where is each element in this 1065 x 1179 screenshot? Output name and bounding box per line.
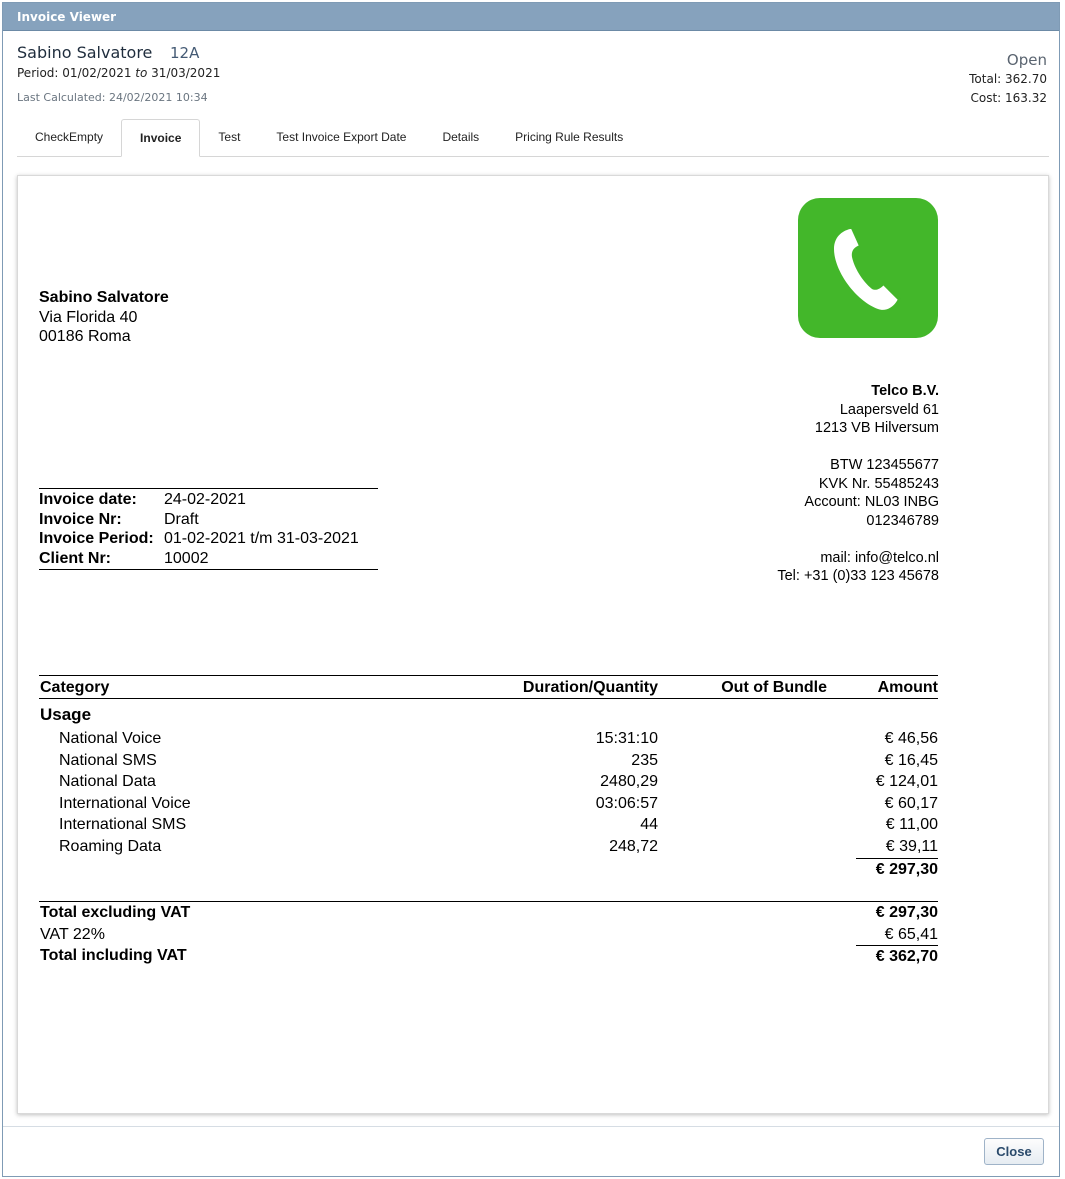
row-duration: 03:06:57 <box>595 794 658 812</box>
tab-invoice[interactable]: Invoice <box>121 119 200 157</box>
row-amount: € 46,56 <box>884 730 938 747</box>
period-from: 01/02/2021 <box>62 66 132 80</box>
window-title: Invoice Viewer <box>3 3 1059 31</box>
company-logo <box>798 198 938 338</box>
company-address <box>777 382 939 586</box>
company-tel: Tel: +31 (0)33 123 45678 <box>777 568 939 584</box>
dialog-footer <box>3 1126 1059 1178</box>
header-total: Total: 362.70 <box>969 72 1047 86</box>
billing-period <box>17 66 220 80</box>
tab-details[interactable]: Details <box>442 130 480 144</box>
customer-code: 12A <box>170 44 200 62</box>
status-badge: Open <box>1006 51 1047 69</box>
group-heading: Usage <box>40 705 92 724</box>
client-name: Sabino Salvatore <box>39 289 169 306</box>
row-out-of-bundle <box>658 750 827 772</box>
total-excl-vat-value: € 297,30 <box>875 904 938 921</box>
meta-value: 10002 <box>164 549 209 567</box>
client-city: 00186 Roma <box>39 328 131 345</box>
meta-value: 01-02-2021 t/m 31-03-2021 <box>164 530 359 547</box>
row-category: National Voice <box>59 730 162 747</box>
row-category: Roaming Data <box>59 837 162 855</box>
row-out-of-bundle <box>658 793 827 815</box>
column-header-amount: Amount <box>877 679 938 696</box>
customer-name: Sabino Salvatore <box>17 43 153 62</box>
row-amount: € 124,01 <box>875 773 938 791</box>
period-to-word: to <box>135 66 148 80</box>
row-duration: 44 <box>640 816 658 834</box>
row-category: National Data <box>59 773 156 791</box>
usage-table <box>39 675 938 880</box>
tab-checkempty[interactable]: CheckEmpty <box>35 130 104 144</box>
company-kvk: KVK Nr. 55485243 <box>818 475 939 492</box>
total-incl-vat-label: Total including VAT <box>40 947 187 964</box>
company-street: Laapersveld 61 <box>839 401 939 418</box>
table-header <box>39 675 938 699</box>
phone-icon <box>828 223 908 313</box>
table-row <box>39 836 938 858</box>
company-mail: mail: info@telco.nl <box>820 549 939 566</box>
close-button[interactable]: Close <box>984 1138 1044 1165</box>
header-cost: Cost: 163.32 <box>970 91 1047 105</box>
table-row <box>39 771 938 793</box>
row-category: International SMS <box>59 816 187 834</box>
total-incl-vat-value: € 362,70 <box>856 945 938 967</box>
tab-test[interactable]: Test <box>218 130 241 144</box>
column-header-duration: Duration/Quantity <box>522 679 658 696</box>
row-duration: 235 <box>631 751 658 769</box>
meta-key: Invoice Nr: <box>39 510 122 528</box>
meta-key: Client Nr: <box>39 549 111 567</box>
last-calculated: Last Calculated: 24/02/2021 10:34 <box>17 91 208 104</box>
row-out-of-bundle <box>658 814 827 836</box>
meta-key: Invoice Period: <box>39 530 154 547</box>
row-duration: 2480,29 <box>600 773 658 791</box>
company-city: 1213 VB Hilversum <box>814 420 939 436</box>
table-row <box>39 814 938 836</box>
tab-bar <box>17 120 1049 157</box>
row-out-of-bundle <box>658 771 827 793</box>
total-excl-vat-label: Total excluding VAT <box>40 904 191 921</box>
row-duration: 15:31:10 <box>595 730 658 747</box>
table-row <box>39 793 938 815</box>
company-btw: BTW 123455677 <box>830 457 939 473</box>
client-street: Via Florida 40 <box>39 308 138 326</box>
table-row <box>39 728 938 750</box>
tab-pricing-rule-results[interactable]: Pricing Rule Results <box>515 130 624 144</box>
row-out-of-bundle <box>658 836 827 858</box>
company-account: Account: NL03 INBG <box>804 494 939 510</box>
meta-key: Invoice date: <box>39 491 137 508</box>
company-name: Telco B.V. <box>871 383 939 399</box>
tab-test-invoice-export-date[interactable]: Test Invoice Export Date <box>276 130 407 144</box>
total-incl-vat-row <box>39 945 938 967</box>
column-header-out-of-bundle: Out of Bundle <box>721 679 827 696</box>
client-address <box>39 288 169 347</box>
meta-row <box>39 529 378 549</box>
subtotal-value: € 297,30 <box>856 858 938 880</box>
table-row <box>39 750 938 772</box>
row-duration: 248,72 <box>609 837 658 855</box>
meta-row <box>39 490 378 510</box>
invoice-document <box>17 175 1049 1114</box>
vat-label: VAT 22% <box>40 925 105 943</box>
row-category: International Voice <box>59 794 191 812</box>
invoice-meta <box>39 488 378 570</box>
column-header-category: Category <box>40 679 110 696</box>
invoice-viewer-window <box>2 2 1060 1177</box>
total-excl-vat-row <box>39 902 938 924</box>
row-out-of-bundle <box>658 728 827 750</box>
meta-row <box>39 510 378 530</box>
vat-value: € 65,41 <box>884 925 938 943</box>
period-to: 31/03/2021 <box>151 66 221 80</box>
meta-row <box>39 549 378 569</box>
period-label: Period: <box>17 66 59 80</box>
company-account-number: 012346789 <box>866 512 939 529</box>
meta-value: Draft <box>164 510 199 528</box>
subtotal-row <box>39 858 938 880</box>
row-amount: € 39,11 <box>885 837 938 855</box>
vat-row <box>39 924 938 946</box>
row-amount: € 60,17 <box>884 794 938 812</box>
row-amount: € 11,00 <box>885 816 938 834</box>
meta-value: 24-02-2021 <box>164 491 246 508</box>
totals-block <box>39 901 938 967</box>
row-category: National SMS <box>59 751 157 769</box>
row-amount: € 16,45 <box>884 751 938 769</box>
